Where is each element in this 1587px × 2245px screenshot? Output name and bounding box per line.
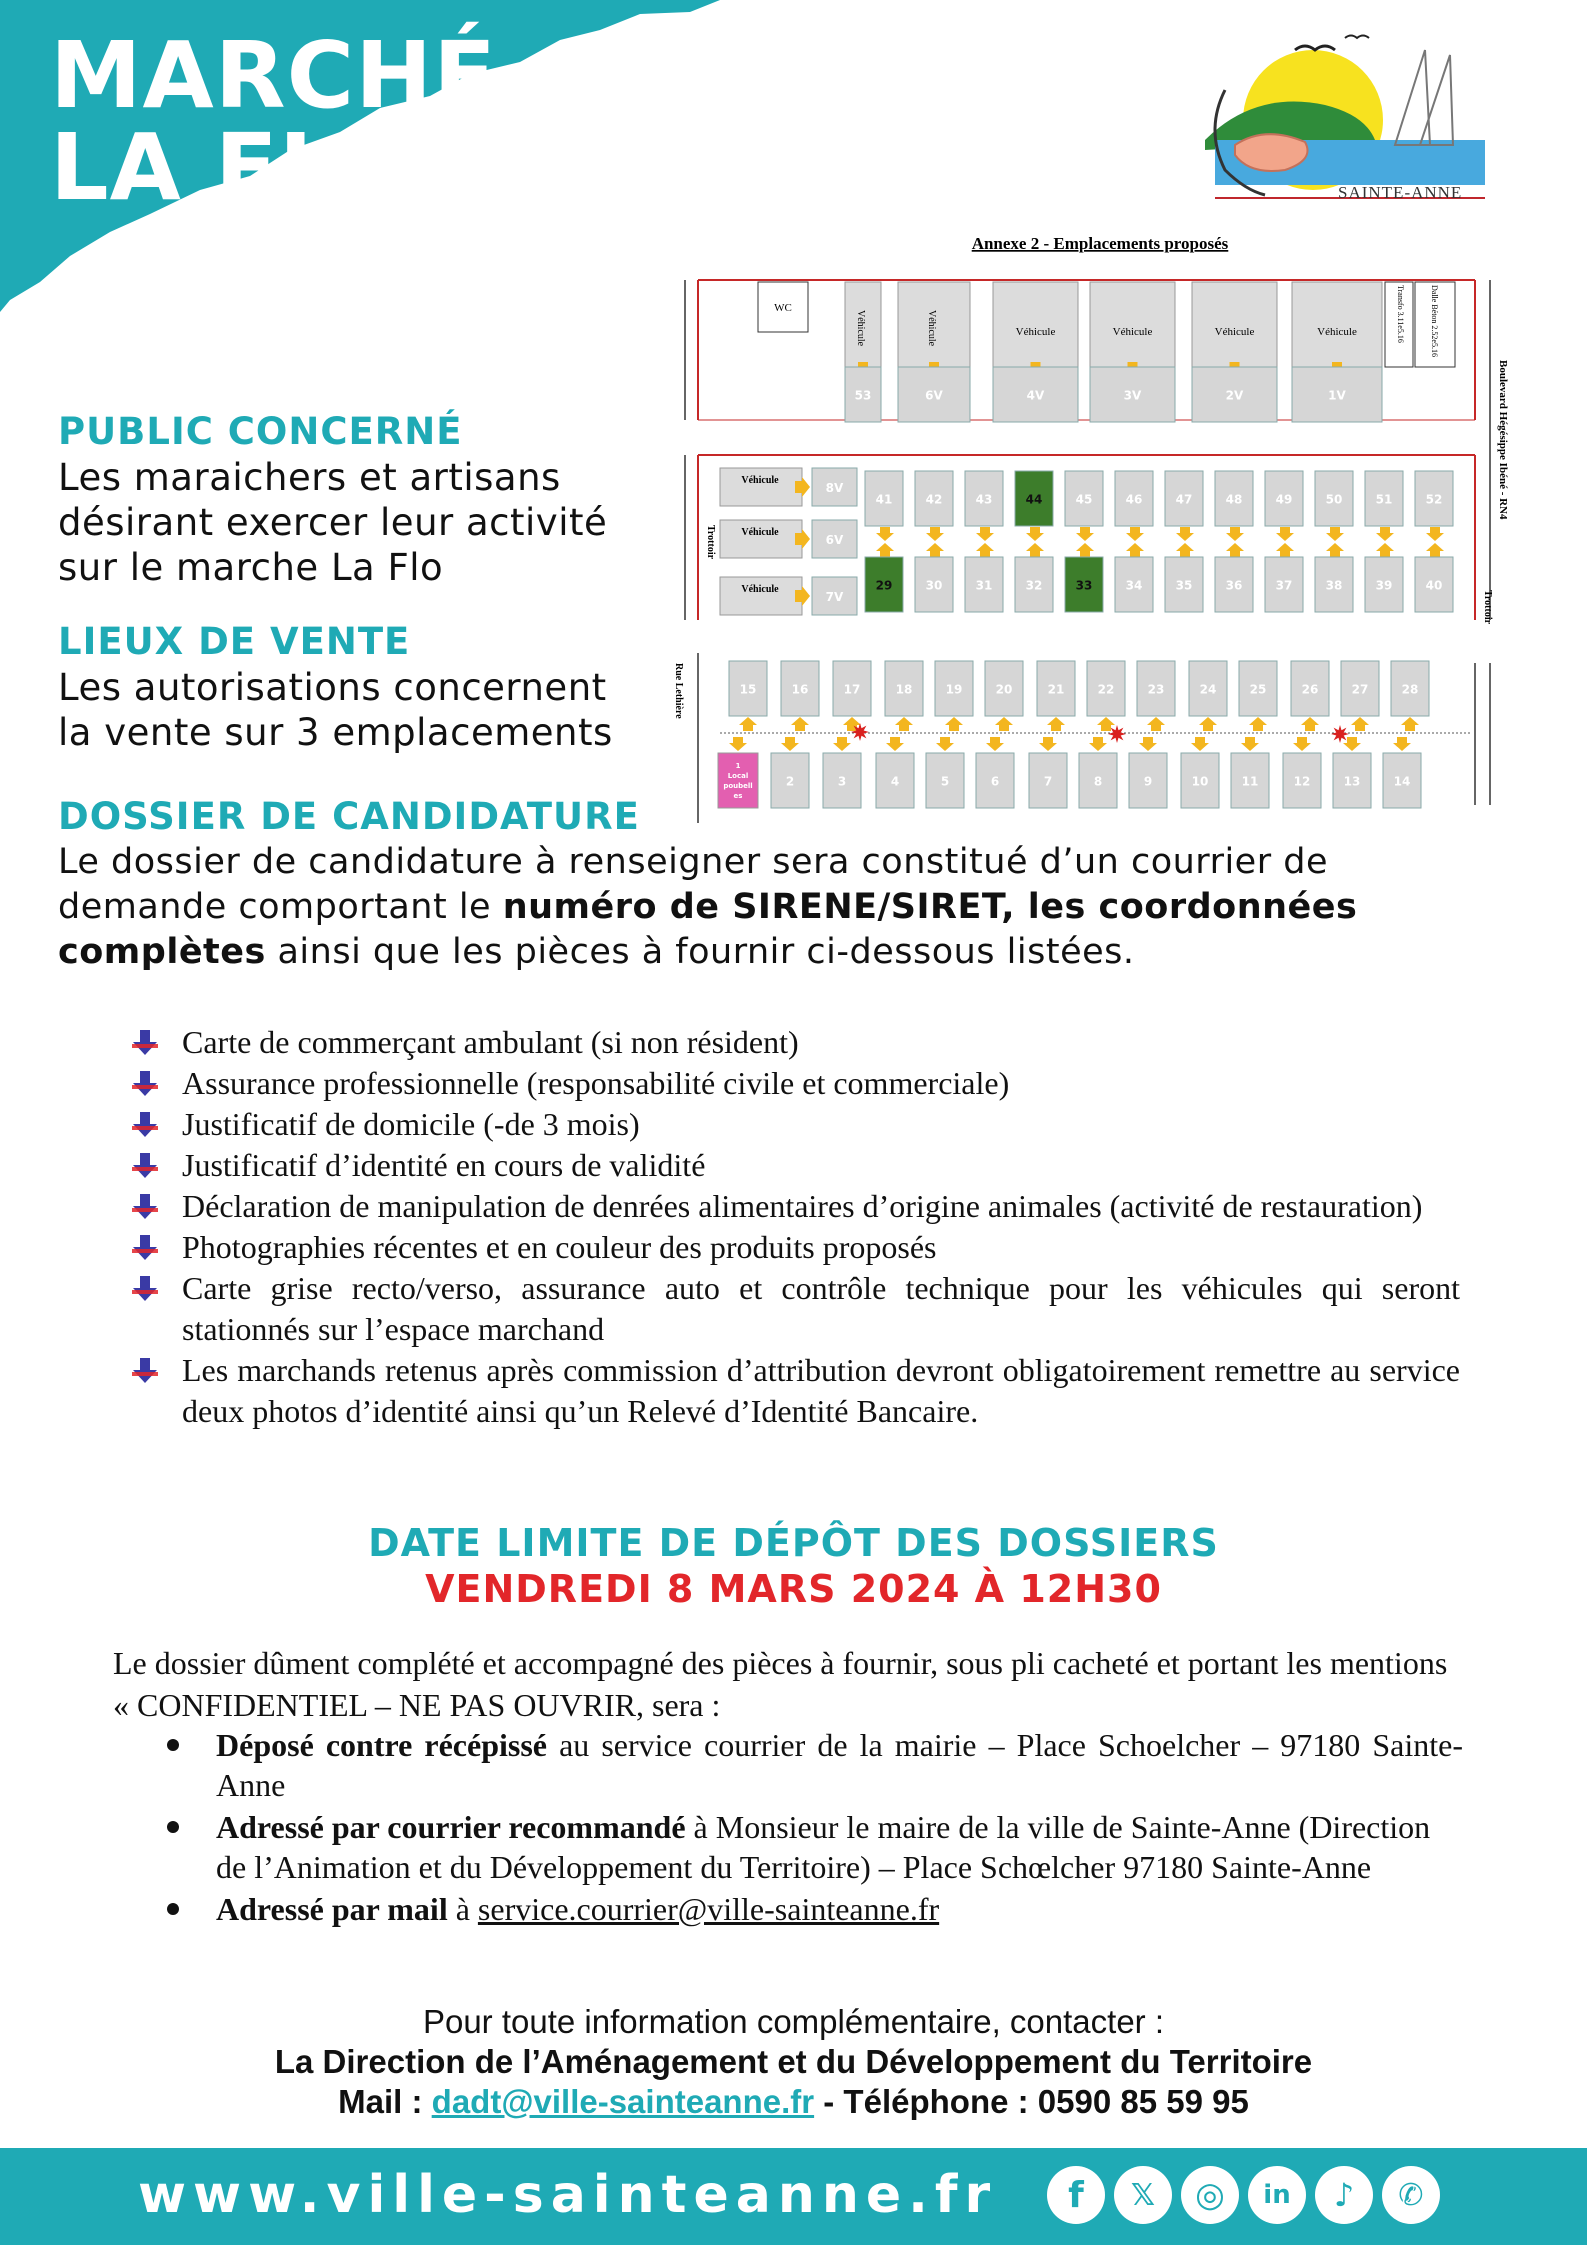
arrow-bullet-icon	[130, 1356, 160, 1386]
map-spot-label: 39	[1375, 578, 1393, 593]
arrow-down-icon	[1376, 527, 1394, 541]
arrow-up-icon	[1126, 543, 1144, 557]
sidewalk-label: Trottoir	[705, 525, 716, 560]
vehicle-zone	[1090, 282, 1175, 367]
piece-text: Photographies récentes et en couleur des produits proposés	[182, 1229, 937, 1265]
arrow-bullet-icon	[130, 1028, 160, 1058]
arrow-up-icon	[1301, 717, 1319, 731]
map-spot-label: 2	[785, 774, 795, 789]
page-title	[50, 22, 497, 221]
map-spot-label: 49	[1275, 492, 1293, 507]
arrow-up-icon	[976, 543, 994, 557]
vehicle-zone	[1292, 282, 1382, 367]
vehicle-zone	[993, 282, 1078, 367]
arrow-down-icon	[1191, 737, 1209, 751]
arrow-up-icon	[1351, 717, 1369, 731]
arrow-down-icon	[926, 527, 944, 541]
mail-label: Mail :	[338, 2083, 432, 2120]
arrow-down-icon	[886, 737, 904, 751]
footer-bar	[0, 2148, 1587, 2245]
map-spot-label: 6	[990, 774, 1000, 789]
arrow-bullet-icon	[130, 1233, 160, 1263]
website-url[interactable]: www.ville-sainteanne.fr	[138, 2165, 998, 2225]
vehicle-label: Véhicule	[741, 584, 779, 595]
arrow-up-icon	[1076, 543, 1094, 557]
map-spot-label: 6V	[925, 388, 943, 403]
map-spot-label: 36	[1225, 578, 1243, 593]
title-line-1: MARCHÉ	[50, 22, 497, 129]
map-spot-label: 53	[854, 388, 872, 403]
map-spot-label: 7	[1043, 774, 1053, 789]
arrow-up-icon	[945, 717, 963, 731]
vehicle-zone	[720, 577, 802, 615]
piece-text: Justificatif de domicile (-de 3 mois)	[182, 1106, 640, 1142]
title-line-2: LA FLO	[50, 114, 415, 221]
map-spot-label: 28	[1401, 682, 1419, 697]
contact-phone: - Téléphone : 0590 85 59 95	[814, 2083, 1249, 2120]
arrow-down-icon	[833, 737, 851, 751]
map-spot-label: 4	[890, 774, 900, 789]
arrow-up-icon	[995, 717, 1013, 731]
arrow-down-icon	[1426, 527, 1444, 541]
map-spot-label: 12	[1293, 774, 1311, 789]
public-title: PUBLIC CONCERNÉ	[58, 410, 463, 453]
piece-item	[130, 1268, 1460, 1350]
piece-item	[130, 1227, 1460, 1268]
piece-text: Justificatif d’identité en cours de validité	[182, 1147, 706, 1183]
arrow-down-icon	[986, 737, 1004, 751]
map-spot-label: 40	[1425, 578, 1443, 593]
burst-icon	[1331, 725, 1349, 743]
depot-item	[163, 1725, 1463, 1805]
arrow-down-icon	[1126, 527, 1144, 541]
map-spot-label: 1V	[1328, 388, 1346, 403]
arrow-up-icon	[1026, 543, 1044, 557]
map-spot-label: 34	[1125, 578, 1143, 593]
piece-item	[130, 1104, 1460, 1145]
map-spot-label: 23	[1147, 682, 1165, 697]
arrow-up-icon	[895, 717, 913, 731]
depot-email-link[interactable]: service.courrier@ville-sainteanne.fr	[477, 1891, 940, 1927]
map-spot-label: 8V	[825, 481, 844, 495]
lieux-title: LIEUX DE VENTE	[58, 620, 411, 663]
arrow-up-icon	[1047, 717, 1065, 731]
map-spot-label: 48	[1225, 492, 1243, 507]
depot-item-bold: Adressé par courrier recommandé	[216, 1809, 686, 1845]
sidewalk-label: Trottoir	[1482, 590, 1493, 625]
arrow-up-icon	[1326, 543, 1344, 557]
map-spot-label: 15	[739, 682, 757, 697]
arrow-up-icon	[1401, 717, 1419, 731]
arrow-down-icon	[1276, 527, 1294, 541]
arrow-up-icon	[1276, 543, 1294, 557]
vehicle-label: Véhicule	[855, 310, 866, 347]
arrow-up-icon	[876, 543, 894, 557]
deadline	[0, 1520, 1587, 1612]
map-spot-label: 52	[1425, 492, 1443, 507]
piece-item	[130, 1145, 1460, 1186]
piece-item	[130, 1350, 1460, 1432]
arrow-bullet-icon	[130, 1151, 160, 1181]
arrow-up-icon	[1226, 543, 1244, 557]
map-spot-label: 30	[925, 578, 943, 593]
arrow-down-icon	[936, 737, 954, 751]
public-line: Les maraichers et artisans	[58, 456, 561, 499]
map-spot-label: 50	[1325, 492, 1343, 507]
dossier-line-2	[58, 885, 1538, 930]
vehicle-label: Véhicule	[1214, 326, 1255, 338]
instagram-icon[interactable]: ◎	[1181, 2166, 1239, 2224]
arrow-down-icon	[1089, 737, 1107, 751]
vehicle-label: Véhicule	[1015, 326, 1056, 338]
dossier-line-1: Le dossier de candidature à renseigner sera constitué d’un courrier de	[58, 842, 1328, 882]
map-spot-label: 31	[975, 578, 993, 593]
local-label: 1	[735, 762, 741, 770]
lieux-text	[58, 665, 613, 755]
burst-icon	[851, 723, 869, 741]
public-line: sur le marche La Flo	[58, 546, 444, 589]
lieux-line: Les autorisations concernent	[58, 666, 607, 709]
arrow-bullet-icon	[130, 1192, 160, 1222]
dossier-line-2-text: demande comportant le	[58, 887, 503, 927]
arrow-down-icon	[1343, 737, 1361, 751]
depot-item-bold: Déposé contre récépissé	[216, 1727, 547, 1763]
contact-block	[0, 2002, 1587, 2122]
depot-item-text: au service courrier de la mairie – Place Schoelcher – 97180 Sainte-Anne	[216, 1727, 1464, 1803]
vehicle-label: Véhicule	[741, 527, 779, 538]
contact-email-link[interactable]: dadt@ville-sainteanne.fr	[431, 2083, 815, 2120]
arrow-bullet-icon	[130, 1069, 160, 1099]
arrow-up-icon	[1249, 717, 1267, 731]
local-label: poubell	[723, 782, 753, 790]
map-spot-label: 32	[1025, 578, 1043, 593]
bullet-icon	[167, 1739, 179, 1751]
map-spot-label: 7V	[825, 590, 844, 604]
arrow-down-icon	[1326, 527, 1344, 541]
public-line: désirant exercer leur activité	[58, 501, 608, 544]
vehicle-label: Véhicule	[926, 310, 937, 347]
transfo-label: Transfo 3.11e5.16	[1396, 285, 1405, 343]
map-spot-label: 35	[1175, 578, 1193, 593]
map-spot-label: 18	[895, 682, 913, 697]
lieux-line: la vente sur 3 emplacements	[58, 711, 613, 754]
arrow-up-icon	[791, 717, 809, 731]
bullet-icon	[167, 1821, 179, 1833]
depot-item	[163, 1889, 1463, 1929]
arrow-down-icon	[1226, 527, 1244, 541]
arrow-down-icon	[781, 737, 799, 751]
depot-item-text: à Monsieur le maire de la ville de Sainte-Anne (Direction de l’Animation et du Développement du Territoire) – Place Schœlcher 97180 Sainte-Anne	[216, 1809, 1431, 1885]
piece-item	[130, 1063, 1460, 1104]
pieces-list	[130, 1022, 1460, 1432]
dossier-line-3-bold: complètes	[58, 932, 266, 972]
map-spot-label: 3V	[1123, 388, 1142, 403]
map-spot-label: 43	[975, 492, 993, 507]
map-spot-label: 17	[843, 682, 861, 697]
map-spot-label: 51	[1375, 492, 1393, 507]
piece-item	[130, 1022, 1460, 1063]
map-spot-label: 47	[1175, 492, 1193, 507]
map-spot-label: 45	[1075, 492, 1093, 507]
local-label: es	[733, 792, 743, 800]
map-spot-label: 20	[995, 682, 1013, 697]
depot-item-bold: Adressé par mail	[216, 1891, 448, 1927]
piece-item	[130, 1186, 1460, 1227]
arrow-bullet-icon	[130, 1110, 160, 1140]
deadline-label: DATE LIMITE DE DÉPÔT DES DOSSIERS	[368, 1521, 1219, 1565]
map-spot-label: 10	[1191, 774, 1209, 789]
wc-label: WC	[774, 302, 792, 314]
piece-text: Carte de commerçant ambulant (si non résident)	[182, 1024, 799, 1060]
map-spot-label: 41	[875, 492, 893, 507]
map-spot-label: 16	[791, 682, 809, 697]
map-spot-label: 21	[1047, 682, 1065, 697]
depot-item	[163, 1807, 1463, 1887]
map-spot-label: 13	[1343, 774, 1361, 789]
map-spot-label: 2V	[1225, 388, 1244, 403]
map-spot-label: 5	[940, 774, 950, 789]
map-spot-label: 33	[1075, 578, 1093, 593]
map-spot-label: 11	[1241, 774, 1259, 789]
arrow-up-icon	[1147, 717, 1165, 731]
deadline-date: VENDREDI 8 MARS 2024 À 12H30	[425, 1567, 1162, 1611]
map-spot-label: 8	[1093, 774, 1103, 789]
piece-text: Carte grise recto/verso, assurance auto et contrôle technique pour les véhicules qui seront stationnés sur l’espace marchand	[182, 1270, 1460, 1347]
dalle-label: Dalle Béton 2.52e5.16	[1430, 285, 1439, 357]
map-spot-label: 22	[1097, 682, 1115, 697]
local-label: Local	[727, 772, 749, 780]
vehicle-zone	[1192, 282, 1277, 367]
contact-intro: Pour toute information complémentaire, contacter :	[422, 2003, 1165, 2040]
arrow-down-icon	[1393, 737, 1411, 751]
arrow-down-icon	[1241, 737, 1259, 751]
map-title: Annexe 2 - Emplacements proposés	[971, 234, 1229, 253]
map-spot-label: 4V	[1026, 388, 1045, 403]
dossier-line-3-text: ainsi que les pièces à fournir ci-dessous listées.	[265, 932, 1135, 972]
map-spot-label: 42	[925, 492, 943, 507]
map-spot-label: 26	[1301, 682, 1319, 697]
road-label: Rue Lethière	[673, 663, 684, 719]
social-links	[1047, 2166, 1440, 2224]
vehicle-label: Véhicule	[1112, 326, 1153, 338]
arrow-down-icon	[1039, 737, 1057, 751]
arrow-up-icon	[1426, 543, 1444, 557]
vehicle-zone	[720, 520, 802, 558]
burst-icon	[1108, 725, 1126, 743]
map-spot-label: 24	[1199, 682, 1217, 697]
depot-item-text: à	[447, 1891, 478, 1927]
map-spot-label: 29	[875, 578, 893, 593]
arrow-down-icon	[1293, 737, 1311, 751]
arrow-up-icon	[926, 543, 944, 557]
map-spot-label: 44	[1025, 492, 1043, 507]
arrow-down-icon	[976, 527, 994, 541]
arrow-down-icon	[1139, 737, 1157, 751]
map-spot-label: 46	[1125, 492, 1143, 507]
piece-text: Assurance professionnelle (responsabilité civile et commerciale)	[182, 1065, 1010, 1101]
linkedin-icon[interactable]: in	[1248, 2166, 1306, 2224]
tiktok-icon[interactable]: ♪	[1315, 2166, 1373, 2224]
vehicle-label: Véhicule	[741, 475, 779, 486]
arrow-up-icon	[739, 717, 757, 731]
arrow-down-icon	[1026, 527, 1044, 541]
arrow-up-icon	[1176, 543, 1194, 557]
map-spot-label: 37	[1275, 578, 1293, 593]
map-spot-label: 6V	[825, 533, 844, 547]
vehicle-zone	[720, 468, 802, 506]
depot-intro: Le dossier dûment complété et accompagné des pièces à fournir, sous pli cacheté et portant les mentions « CONFIDENTIEL – NE PAS OUVRIR, sera :	[113, 1645, 1448, 1723]
site-map	[660, 225, 1509, 830]
arrow-down-icon	[1176, 527, 1194, 541]
arrow-up-icon	[1199, 717, 1217, 731]
map-spot-label: 9	[1143, 774, 1153, 789]
vehicle-label: Véhicule	[1317, 326, 1357, 338]
dossier-text	[58, 840, 1538, 975]
dossier-line-3	[58, 930, 1538, 975]
map-spot-label: 25	[1249, 682, 1267, 697]
dossier-title: DOSSIER DE CANDIDATURE	[58, 795, 640, 838]
arrow-down-icon	[729, 737, 747, 751]
arrow-down-icon	[1076, 527, 1094, 541]
map-spot-label: 14	[1393, 774, 1411, 789]
map-spot-label: 19	[945, 682, 963, 697]
road-label: Boulevard Hégésippe Ibéné - RN4	[1497, 360, 1509, 520]
arrow-up-icon	[1376, 543, 1394, 557]
contact-direction: La Direction de l’Aménagement et du Développement du Territoire	[274, 2043, 1313, 2080]
map-spot-label: 27	[1351, 682, 1369, 697]
arrow-down-icon	[876, 527, 894, 541]
map-spot-label: 3	[837, 774, 847, 789]
depot-list	[163, 1725, 1463, 1931]
piece-text: Déclaration de manipulation de denrées alimentaires d’origine animales (activité de restauration)	[182, 1188, 1423, 1224]
facebook-icon[interactable]: f	[1047, 2166, 1105, 2224]
whatsapp-icon[interactable]: ✆	[1382, 2166, 1440, 2224]
public-text	[58, 455, 607, 590]
logo-caption: SAINTE-ANNE	[1338, 183, 1463, 202]
contact-line	[0, 2082, 1587, 2122]
bullet-icon	[167, 1903, 179, 1915]
piece-text: Les marchands retenus après commission d’attribution devront obligatoirement remettre au service deux photos d’identité ainsi qu’un Relevé d’Identité Bancaire.	[182, 1352, 1460, 1429]
map-spot-label: 38	[1325, 578, 1343, 593]
x-icon[interactable]: 𝕏	[1114, 2166, 1172, 2224]
arrow-bullet-icon	[130, 1274, 160, 1304]
dossier-line-2-bold: numéro de SIRENE/SIRET, les coordonnées	[502, 887, 1358, 927]
